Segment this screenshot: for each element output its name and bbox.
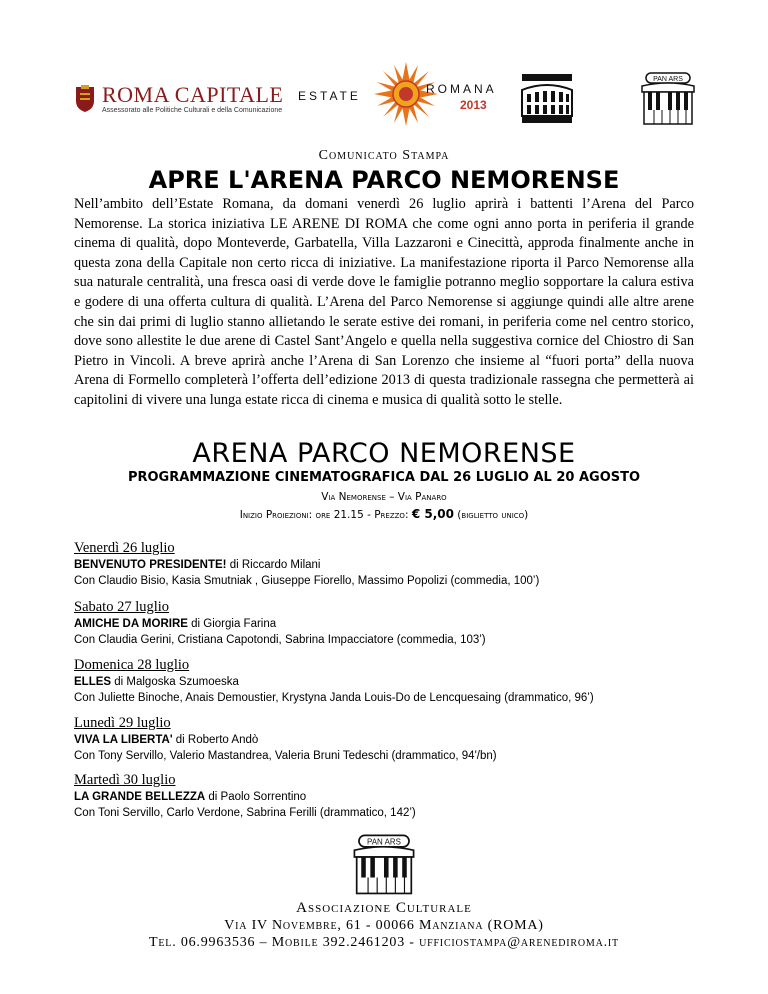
footer-association: Associazione Culturale [296, 900, 472, 916]
roma-capitale-logo [74, 82, 284, 122]
estate-word: ESTATE [298, 89, 361, 103]
pan-ars-piano-icon [344, 832, 424, 898]
pan-ars-text: PAN ARS [653, 76, 683, 83]
event-item [74, 540, 714, 589]
event-film [74, 789, 714, 805]
screening-info [0, 507, 768, 521]
film-cast: Con Claudio Bisio, Kasia Smutniak , Giuseppe Fiorello, Massimo Popolizi (commedia, 100’) [74, 575, 540, 587]
colosseum-logo [518, 72, 576, 124]
ticket-note: (biglietto unico) [453, 509, 529, 521]
programme-title: PROGRAMMAZIONE CINEMATOGRAFICA DAL 26 LUGLIO AL 20 AGOSTO [127, 470, 641, 485]
film-cast: Con Claudia Gerini, Cristiana Capotondi, Sabrina Impacciatore (commedia, 103’) [74, 634, 486, 646]
event-date: Lunedì 29 luglio [74, 715, 171, 731]
film-director: di Giorgia Farina [187, 618, 277, 630]
roma-capitale-name: ROMA CAPITALE [102, 82, 284, 107]
roma-capitale-subtitle: Assessorato alle Politiche Culturali e della Comunicazione [102, 107, 283, 114]
pan-ars-logo-top [636, 70, 700, 128]
estate-year: 2013 [460, 98, 487, 112]
event-item [74, 657, 714, 706]
event-item [74, 772, 714, 821]
page-title: APRE L'ARENA PARCO NEMORENSE [148, 166, 620, 194]
colosseum-icon [518, 72, 576, 124]
footer-address: Via IV Novembre, 61 - 00066 Manziana (ROMA) [224, 918, 544, 933]
event-item [74, 715, 714, 764]
film-cast: Con Tony Servillo, Valerio Mastandrea, Valeria Bruni Tedeschi (drammatico, 94'/bn) [74, 750, 497, 762]
venue-address: Via Nemorense – Via Panaro [321, 491, 447, 503]
event-film [74, 616, 714, 632]
event-film [74, 732, 714, 748]
event-date: Domenica 28 luglio [74, 657, 190, 673]
film-title: ELLES [74, 676, 112, 688]
event-date: Sabato 27 luglio [74, 599, 170, 615]
roma-shield-icon [74, 85, 96, 113]
event-film [74, 674, 714, 690]
film-cast: Con Toni Servillo, Carlo Verdone, Sabrina Ferilli (drammatico, 142’) [74, 807, 416, 819]
film-title: VIVA LA LIBERTA' [74, 734, 173, 746]
romana-word: ROMANA [426, 82, 497, 96]
film-title: BENVENUTO PRESIDENTE! [74, 559, 227, 571]
film-director: di Roberto Andò [172, 734, 259, 746]
event-item [74, 599, 714, 648]
film-cast: Con Juliette Binoche, Anais Demoustier, Krystyna Janda Louis-Do de Lencquesaing (drammatico, 96’) [74, 692, 594, 704]
event-film [74, 557, 714, 573]
screening-time: Inizio Proiezioni: ore 21.15 - Prezzo: [239, 509, 412, 521]
press-release-label: Comunicato Stampa [318, 148, 450, 163]
pan-ars-text: PAN ARS [367, 837, 401, 847]
arena-title: ARENA PARCO NEMORENSE [192, 438, 576, 469]
pan-ars-logo-bottom [344, 832, 424, 898]
estate-romana-logo [298, 62, 508, 128]
footer-contacts: Tel. 06.9963536 – Mobile 392.2461203 - ufficiostampa@arenediroma.it [149, 935, 619, 950]
film-title: LA GRANDE BELLEZZA [74, 791, 206, 803]
film-title: AMICHE DA MORIRE [74, 618, 188, 630]
film-director: di Paolo Sorrentino [205, 791, 307, 803]
pan-ars-piano-icon [636, 70, 700, 128]
event-date: Martedì 30 luglio [74, 772, 176, 788]
film-director: di Riccardo Milani [226, 559, 321, 571]
event-date: Venerdì 26 luglio [74, 540, 175, 556]
film-director: di Malgoska Szumoeska [111, 676, 239, 688]
intro-paragraph: Nell’ambito dell’Estate Romana, da domani venerdì 26 luglio aprirà i battenti l’Arena del Parco Nemorense. La storica iniziativa LE ARENE DI ROMA che come ogni anno porta in periferia il grande cinema di qualità, dopo Monteverde, Garbatella, Villa Lazzaroni e Cinecittà, approda finalmente anche in questa zona della Capitale non certo ricca di iniziative. La manifestazione riporta il Parco Nemorense alla sua naturale centralità, una fresca oasi di verde dove le famiglie potranno meglio sopportare la calura estiva e godere di una offerta cultura di qualità. L’Arena del Parco Nemorense si aggiunge quindi alle altre arene che sin dai primi di luglio stanno allietando le serate estive dei romani, in periferia come nel centro storico, dove sono allestite le due arene di Castel Sant’Angelo e quella nella suggestiva cornice del Chiostro di San Pietro in Vincoli. A breve aprirà anche l’Arena di San Lorenzo che insieme al “fuori porta” della nuova Arena di Formello completerà l’offerta dell’edizione 2013 di questa tradizionale rassegna che permetterà ai capitolini di vivere una lunga estate ricca di cinema e musica di qualità sotto le stelle. [74, 196, 694, 408]
ticket-price: € 5,00 [411, 507, 454, 521]
